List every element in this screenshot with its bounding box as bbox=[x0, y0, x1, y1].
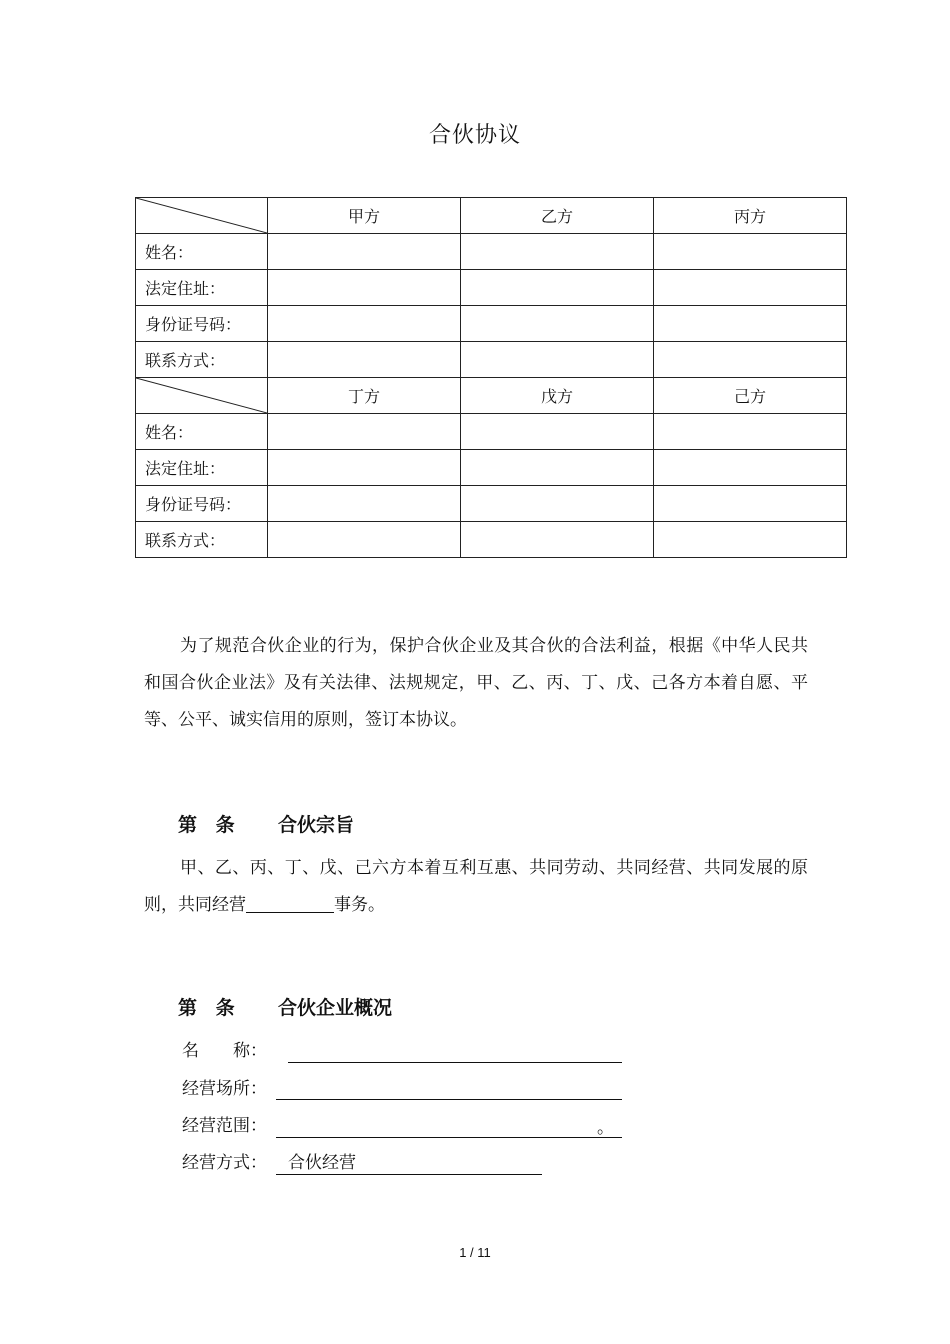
party-header: 甲方 bbox=[268, 198, 461, 234]
scope-blank-field[interactable] bbox=[276, 1115, 622, 1138]
input-cell[interactable] bbox=[268, 234, 461, 270]
place-blank-field[interactable] bbox=[276, 1077, 622, 1100]
input-cell[interactable] bbox=[461, 522, 654, 558]
name-field-row bbox=[182, 1038, 267, 1064]
article-title: 合伙宗旨 bbox=[278, 814, 355, 836]
intro-paragraph: 为了规范合伙企业的行为，保护合伙企业及其合伙的合法利益，根据《中华人民共和国合伙企业法》及有关法律、法规规定，甲、乙、丙、丁、戊、己各方本着自愿、平等、公平、诚实信用的原则，签订本协议。 bbox=[144, 636, 808, 730]
table-row bbox=[136, 486, 847, 522]
body-text: 甲、乙、丙、丁、戊、己六方本着互利互惠、共同劳动、共同经营、共同发展的原则，共同经营 bbox=[144, 858, 808, 915]
mode-value: 合伙经营 bbox=[288, 1153, 356, 1173]
input-cell[interactable] bbox=[654, 414, 847, 450]
article-body-purpose bbox=[144, 850, 808, 924]
party-header: 戊方 bbox=[461, 378, 654, 414]
table-row bbox=[136, 450, 847, 486]
row-label: 法定住址： bbox=[136, 270, 268, 306]
mode-field[interactable] bbox=[276, 1152, 542, 1175]
party-header: 丁方 bbox=[268, 378, 461, 414]
parties-table bbox=[135, 197, 847, 558]
article-heading-overview bbox=[178, 993, 392, 1020]
table-header-row bbox=[136, 198, 847, 234]
document-title: 合伙协议 bbox=[428, 123, 521, 148]
input-cell[interactable] bbox=[268, 342, 461, 378]
input-cell[interactable] bbox=[461, 486, 654, 522]
input-cell[interactable] bbox=[268, 306, 461, 342]
place-field-row bbox=[182, 1076, 267, 1102]
input-cell[interactable] bbox=[654, 306, 847, 342]
input-cell[interactable] bbox=[461, 270, 654, 306]
row-label: 姓名： bbox=[136, 234, 268, 270]
place-label: 经营场所： bbox=[182, 1079, 267, 1099]
input-cell[interactable] bbox=[461, 234, 654, 270]
business-blank-field[interactable] bbox=[246, 892, 334, 913]
table-row bbox=[136, 342, 847, 378]
input-cell[interactable] bbox=[461, 342, 654, 378]
row-label: 法定住址： bbox=[136, 450, 268, 486]
row-label: 身份证号码： bbox=[136, 306, 268, 342]
party-header: 乙方 bbox=[461, 198, 654, 234]
input-cell[interactable] bbox=[654, 342, 847, 378]
input-cell[interactable] bbox=[461, 450, 654, 486]
input-cell[interactable] bbox=[461, 414, 654, 450]
article-number: 第 条 bbox=[178, 997, 241, 1019]
diagonal-header-cell bbox=[136, 378, 268, 414]
scope-label: 经营范围： bbox=[182, 1116, 267, 1136]
input-cell[interactable] bbox=[654, 234, 847, 270]
input-cell[interactable] bbox=[268, 414, 461, 450]
input-cell[interactable] bbox=[654, 270, 847, 306]
table-row bbox=[136, 414, 847, 450]
table-header-row bbox=[136, 378, 847, 414]
body-text: 事务。 bbox=[334, 895, 385, 915]
input-cell[interactable] bbox=[654, 486, 847, 522]
name-blank-field[interactable] bbox=[288, 1040, 622, 1063]
row-label: 身份证号码： bbox=[136, 486, 268, 522]
article-number: 第 条 bbox=[178, 814, 241, 836]
row-label: 联系方式： bbox=[136, 342, 268, 378]
input-cell[interactable] bbox=[268, 486, 461, 522]
scope-field-row bbox=[182, 1113, 267, 1139]
diagonal-header-cell bbox=[136, 198, 268, 234]
scope-period: 。 bbox=[597, 1118, 614, 1138]
article-title: 合伙企业概况 bbox=[278, 997, 393, 1019]
mode-label: 经营方式： bbox=[182, 1153, 267, 1173]
row-label: 联系方式： bbox=[136, 522, 268, 558]
input-cell[interactable] bbox=[268, 450, 461, 486]
table-row bbox=[136, 234, 847, 270]
party-header: 丙方 bbox=[654, 198, 847, 234]
party-header: 己方 bbox=[654, 378, 847, 414]
article-heading-purpose bbox=[178, 810, 354, 837]
input-cell[interactable] bbox=[268, 270, 461, 306]
input-cell[interactable] bbox=[268, 522, 461, 558]
table-row bbox=[136, 306, 847, 342]
row-label: 姓名： bbox=[136, 414, 268, 450]
table-row bbox=[136, 270, 847, 306]
input-cell[interactable] bbox=[654, 522, 847, 558]
table-row bbox=[136, 522, 847, 558]
name-label: 名 称： bbox=[182, 1041, 267, 1061]
page-number: 1 / 11 bbox=[459, 1245, 491, 1260]
mode-field-row bbox=[182, 1150, 267, 1176]
input-cell[interactable] bbox=[461, 306, 654, 342]
input-cell[interactable] bbox=[654, 450, 847, 486]
